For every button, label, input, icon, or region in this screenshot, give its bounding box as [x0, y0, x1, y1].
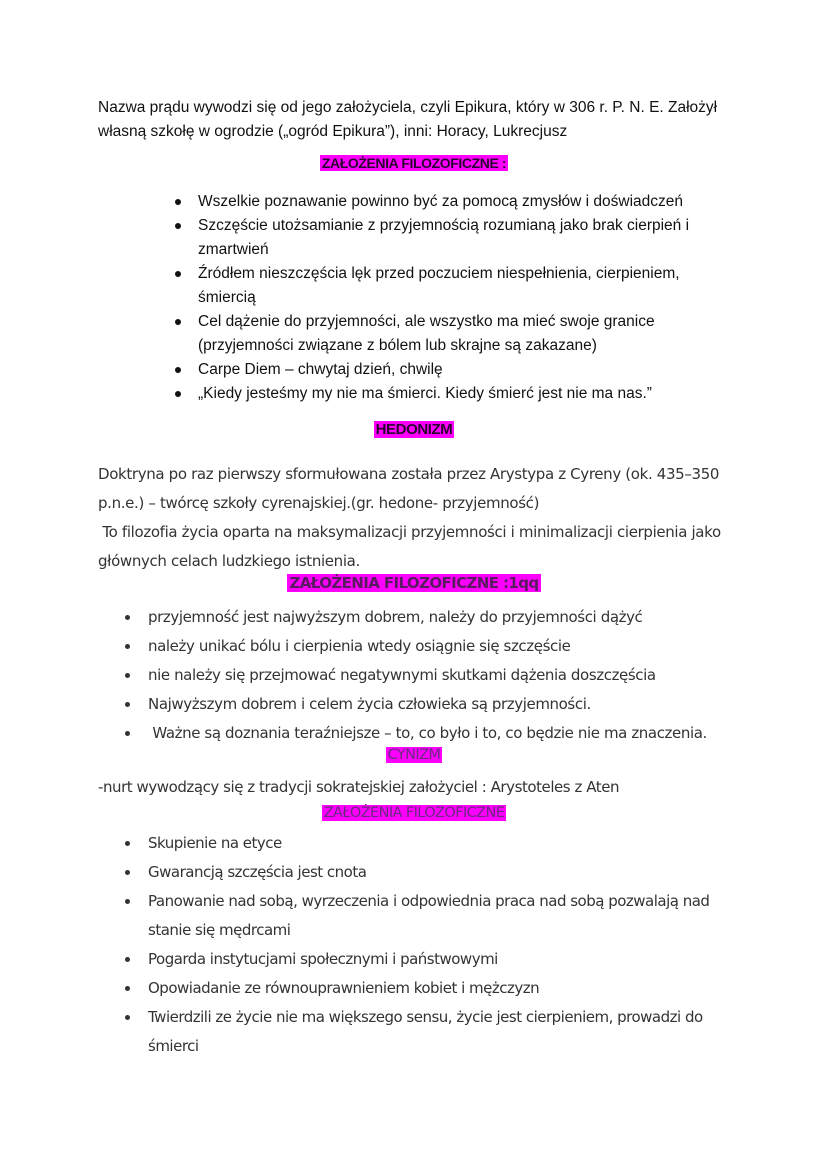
hedonism-paragraph-1: Doktryna po raz pierwszy sformułowana została przez Arystypa z Cyreny (ok. 435–350 p.n.e.) – twórcę szkoły cyrenajskiej.(gr. hedone- przyjemność)	[98, 465, 720, 512]
bullet-icon	[125, 731, 130, 736]
bullet-icon	[125, 870, 130, 875]
list-item	[148, 974, 738, 1003]
list-item	[148, 603, 748, 632]
list-item	[148, 719, 748, 748]
bullet-icon	[175, 223, 181, 229]
bullet-icon	[175, 391, 181, 397]
list-item	[148, 1003, 738, 1061]
list-item-text: Szczęście utożsamianie z przyjemnością rozumianą jako brak cierpień i zmartwień	[198, 217, 690, 258]
bullet-icon	[125, 1015, 130, 1020]
bullet-icon	[175, 199, 181, 205]
hedonism-heading: ZAŁOŻENIA FILOZOFICZNE :1qq	[289, 574, 539, 592]
bullet-icon	[125, 986, 130, 991]
hedonism-title: HEDONIZM	[375, 421, 453, 438]
list-item-text: nie należy się przejmować negatywnymi skutkami dążenia doszczęścia	[148, 666, 656, 684]
list-item	[148, 887, 738, 945]
list-item-text: Opowiadanie ze równouprawnieniem kobiet i mężczyzn	[148, 979, 540, 997]
hedonism-bullet-list	[148, 603, 748, 748]
list-item-text: Wszelkie poznawanie powinno być za pomocą zmysłów i doświadczeń	[198, 193, 684, 210]
cynicism-heading: ZAŁOŻENIA FILOZOFICZNE	[323, 805, 505, 821]
list-item-text: Ważne są doznania teraźniejsze – to, co było i to, co będzie nie ma znaczenia.	[148, 724, 707, 742]
bullet-icon	[125, 673, 130, 678]
hedonism-description	[98, 460, 758, 576]
list-item	[148, 661, 748, 690]
list-item	[198, 358, 718, 382]
list-item	[198, 190, 718, 214]
list-item	[198, 262, 718, 310]
bullet-icon	[125, 644, 130, 649]
list-item-text: Pogarda instytucjami społecznymi i państwowymi	[148, 950, 498, 968]
epicureanism-heading-row	[0, 155, 828, 173]
cynicism-title-row	[0, 746, 828, 764]
bullet-icon	[175, 319, 181, 325]
list-item-text: należy unikać bólu i cierpienia wtedy osiągnie się szczęście	[148, 637, 571, 655]
hedonism-paragraph-2: To filozofia życia oparta na maksymalizacji przyjemności i minimalizacji cierpienia jako głównych celach ludzkiego istnienia.	[98, 523, 726, 570]
epicureanism-intro: Nazwa prądu wywodzi się od jego założyciela, czyli Epikura, który w 306 r. P. N. E. Założył własną szkołę w ogrodzie („ogród Epikura”), inni: Horacy, Lukrecjusz	[98, 99, 718, 140]
hedonism-title-row	[0, 421, 828, 439]
bullet-icon	[125, 841, 130, 846]
hedonism-heading-row	[0, 574, 828, 593]
list-item	[148, 632, 748, 661]
list-item-text: „Kiedy jesteśmy my nie ma śmierci. Kiedy śmierć jest nie ma nas.”	[198, 385, 652, 402]
list-item-text: Twierdzili ze życie nie ma większego sensu, życie jest cierpieniem, prowadzi do śmierci	[148, 1008, 703, 1055]
bullet-icon	[125, 615, 130, 620]
list-item-text: Najwyższym dobrem i celem życia człowieka są przyjemności.	[148, 695, 591, 713]
bullet-icon	[125, 899, 130, 904]
list-item	[198, 214, 718, 262]
epicureanism-heading: ZAŁOŻENIA FILOZOFICZNE :	[321, 155, 507, 171]
list-item	[198, 310, 718, 358]
list-item-text: Skupienie na etyce	[148, 834, 282, 852]
bullet-icon	[125, 957, 130, 962]
list-item-text: Gwarancją szczęścia jest cnota	[148, 863, 367, 881]
cynicism-intro: -nurt wywodzący się z tradycji sokratejskiej założyciel : Arystoteles z Aten	[98, 778, 620, 796]
epicureanism-bullet-list	[198, 190, 718, 406]
cynicism-heading-row	[0, 804, 828, 822]
list-item-text: Carpe Diem – chwytaj dzień, chwilę	[198, 361, 443, 378]
list-item	[148, 945, 738, 974]
list-item	[148, 690, 748, 719]
list-item-text: Cel dążenie do przyjemności, ale wszystko ma mieć swoje granice (przyjemności związane z bólem lub skrajne są zakazane)	[198, 313, 655, 354]
bullet-icon	[125, 702, 130, 707]
list-item	[148, 829, 738, 858]
cynicism-bullet-list	[148, 829, 738, 1061]
list-item-text: Źródłem nieszczęścia lęk przed poczuciem niespełnienia, cierpieniem, śmiercią	[198, 265, 680, 306]
list-item-text: Panowanie nad sobą, wyrzeczenia i odpowiednia praca nad sobą pozwalają nad stanie się mędrcami	[148, 892, 710, 939]
bullet-icon	[175, 367, 181, 373]
bullet-icon	[175, 271, 181, 277]
list-item	[148, 858, 738, 887]
list-item-text: przyjemność jest najwyższym dobrem, należy do przyjemności dążyć	[148, 608, 643, 626]
list-item	[198, 382, 718, 406]
cynicism-title: CYNIZM	[387, 747, 441, 763]
